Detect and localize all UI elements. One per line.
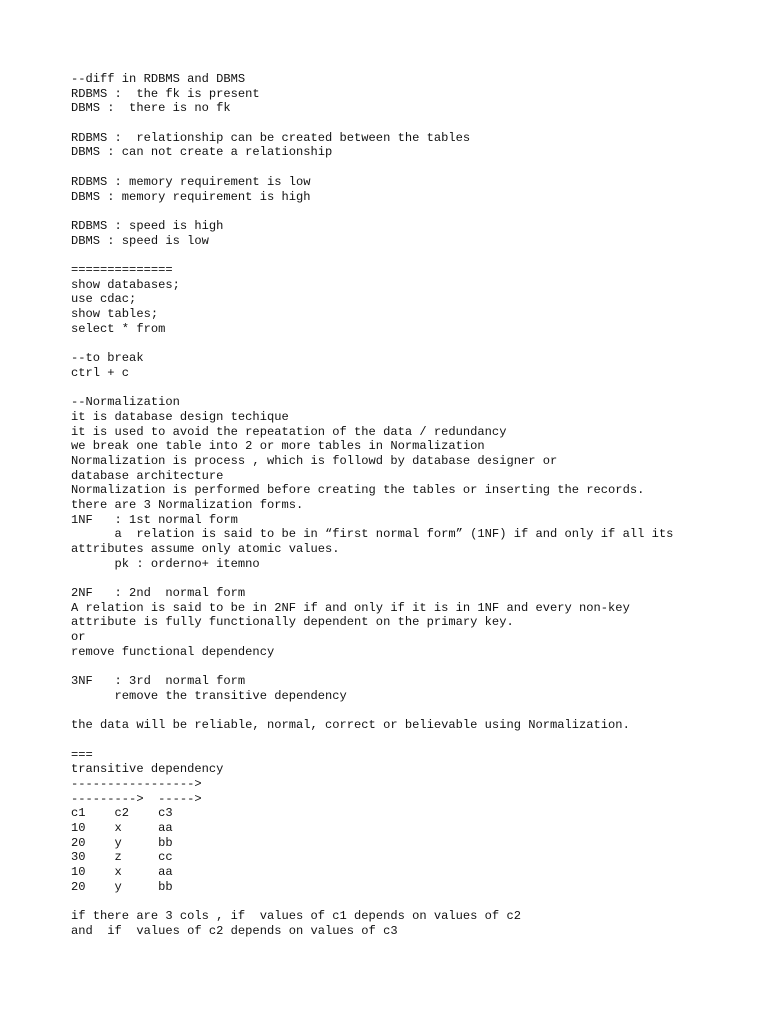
text-line: 1NF : 1st normal form xyxy=(71,512,238,527)
document-page xyxy=(71,72,761,939)
table-row: 30 z cc xyxy=(71,850,173,865)
text-line: DBMS : speed is low xyxy=(71,233,209,248)
text-line: DBMS : memory requirement is high xyxy=(71,189,311,204)
text-line: --to break xyxy=(71,351,144,366)
blank-line xyxy=(71,248,761,263)
blank-line xyxy=(71,571,761,586)
text-line: RDBMS : memory requirement is low xyxy=(71,174,311,189)
text-line: DBMS : can not create a relationship xyxy=(71,145,333,160)
blank-line xyxy=(71,204,761,219)
text-line: there are 3 Normalization forms. xyxy=(71,497,304,512)
separator-line: === xyxy=(71,747,93,762)
blank-line xyxy=(71,160,761,175)
text-line: Normalization is process , which is followd by database designer or xyxy=(71,453,558,468)
separator-line: ============== xyxy=(71,262,173,277)
text-line: database architecture xyxy=(71,468,224,483)
text-line: remove the transitive dependency xyxy=(71,688,347,703)
table-header-row: c1 c2 c3 xyxy=(71,806,173,821)
code-line: show tables; xyxy=(71,307,159,321)
text-line: 2NF : 2nd normal form xyxy=(71,586,246,601)
text-line: RDBMS : relationship can be created between the tables xyxy=(71,130,471,145)
table-row: 10 x aa xyxy=(71,865,173,880)
text-line: attributes assume only atomic values. xyxy=(71,542,340,556)
text-line: DBMS : there is no fk xyxy=(71,101,231,116)
text-line: it is database design techique xyxy=(71,409,289,424)
table-row: 20 y bb xyxy=(71,835,173,850)
blank-line xyxy=(71,704,761,719)
table-row: 20 y bb xyxy=(71,879,173,894)
section-heading: --Normalization xyxy=(71,395,180,410)
text-line: it is used to avoid the repeatation of the data / redundancy xyxy=(71,424,507,439)
text-line: or xyxy=(71,630,86,645)
text-line: we break one table into 2 or more tables in Normalization xyxy=(71,439,485,454)
arrow-line: -----------------> xyxy=(71,777,202,791)
blank-line xyxy=(71,895,761,910)
text-line: pk : orderno+ itemno xyxy=(71,556,260,571)
blank-line xyxy=(71,733,761,748)
blank-line xyxy=(71,336,761,351)
blank-line xyxy=(71,116,761,131)
blank-line xyxy=(71,380,761,395)
text-line: if there are 3 cols , if values of c1 depends on values of c2 xyxy=(71,909,521,924)
code-line: show databases; xyxy=(71,277,180,292)
text-line: the data will be reliable, normal, correct or believable using Normalization. xyxy=(71,718,630,733)
arrow-line: ---------> -----> xyxy=(71,791,202,806)
code-line: select * from xyxy=(71,321,166,336)
text-line: transitive dependency xyxy=(71,762,224,777)
blank-line xyxy=(71,660,761,675)
text-line: RDBMS : speed is high xyxy=(71,218,224,233)
code-line: use cdac; xyxy=(71,292,137,307)
text-line: and if values of c2 depends on values of c3 xyxy=(71,923,398,938)
table-row: 10 x aa xyxy=(71,821,173,836)
text-line: Normalization is performed before creating the tables or inserting the records. xyxy=(71,483,645,498)
text-line: ctrl + c xyxy=(71,365,130,380)
text-line: --diff in RDBMS and DBMS xyxy=(71,72,246,86)
text-line: remove functional dependency xyxy=(71,644,275,659)
text-line: 3NF : 3rd normal form xyxy=(71,674,246,689)
text-line: attribute is fully functionally dependent on the primary key. xyxy=(71,615,514,630)
text-line: a relation is said to be in “first normal form” (1NF) if and only if all its xyxy=(71,527,674,542)
text-line: RDBMS : the fk is present xyxy=(71,86,260,101)
text-line: A relation is said to be in 2NF if and only if it is in 1NF and every non-key xyxy=(71,600,630,615)
